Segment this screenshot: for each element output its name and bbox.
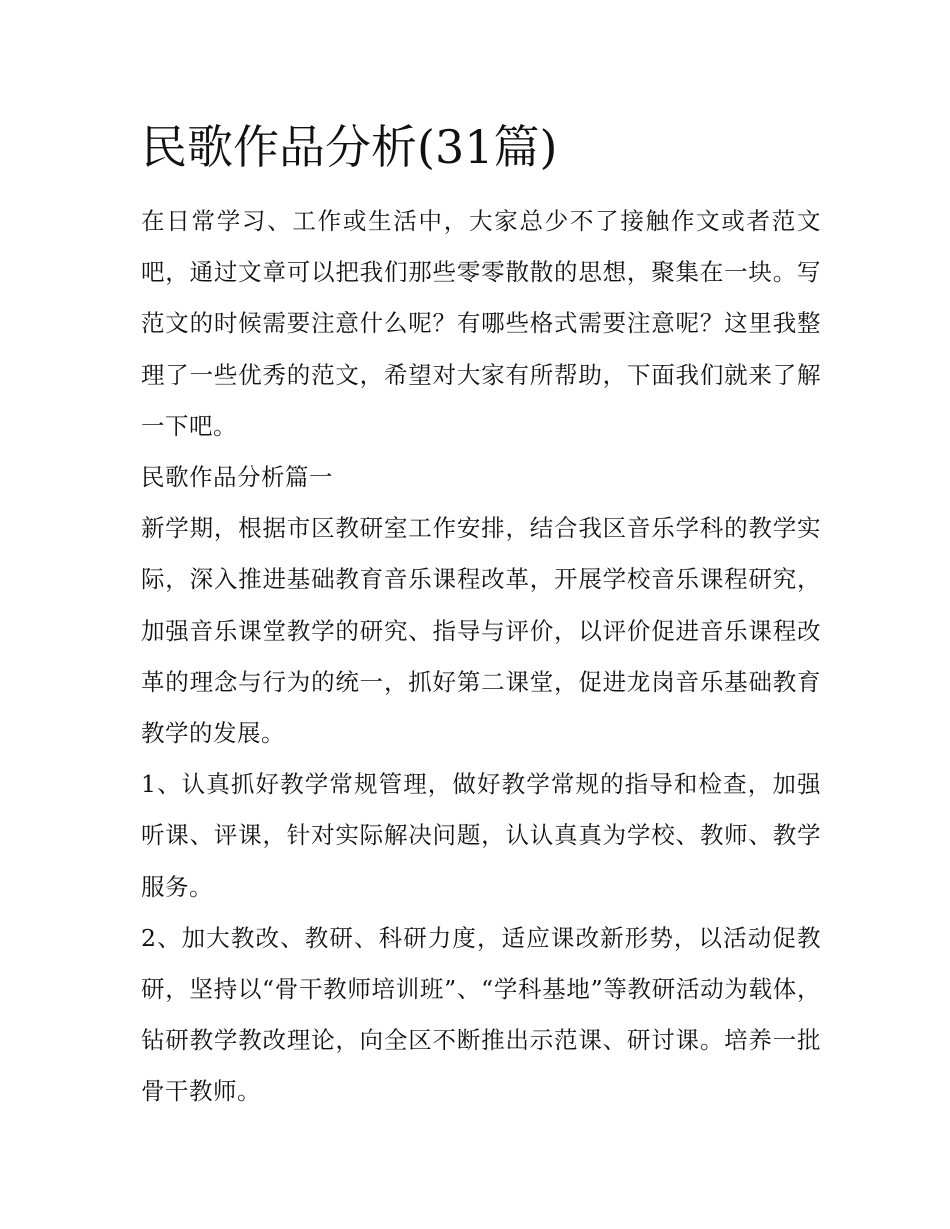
list-item: 1、认真抓好教学常规管理，做好教学常规的指导和检查，加强听课、评课，针对实际解决问题，认认真真为学校、教师、教学服务。 [141, 770, 821, 901]
document-title: 民歌作品分析(31篇) [141, 120, 558, 174]
list-item: 2、加大教改、教研、科研力度，适应课改新形势，以活动促教研，坚持以“骨干教师培训班”、“学科基地”等教研活动为载体，钻研教学教改理论，向全区不断推出示范课、研讨课。培养一批骨干教师。 [141, 923, 821, 1106]
body-paragraph: 新学期，根据市区教研室工作安排，结合我区音乐学科的教学实际，深入推进基础教育音乐课程改革，开展学校音乐课程研究，加强音乐课堂教学的研究、指导与评价，以评价促进音乐课程改革的理念与行为的统一，抓好第二课堂，促进龙岗音乐基础教育教学的发展。 [141, 514, 821, 748]
section-heading: 民歌作品分析篇一 [141, 463, 333, 492]
intro-paragraph: 在日常学习、工作或生活中，大家总少不了接触作文或者范文吧，通过文章可以把我们那些零零散散的思想，聚集在一块。写范文的时候需要注意什么呢？有哪些格式需要注意呢？这里我整理了一些优秀的范文，希望对大家有所帮助，下面我们就来了解一下吧。 [141, 207, 821, 440]
document-page [141, 112, 821, 1118]
